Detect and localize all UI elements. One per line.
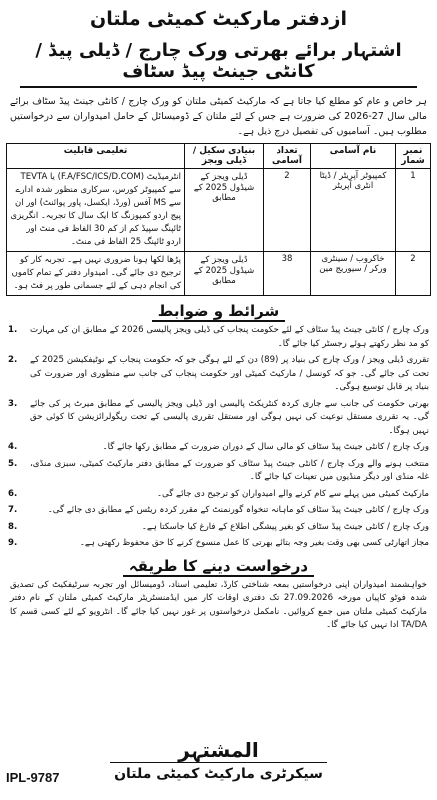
rule-text: مجاز اتھارٹی کسی بھی وقت بغیر وجہ بتائے بھرتی کا عمل منسوخ کرنے کا حق محفوظ رکھتی ہے۔ <box>79 538 429 548</box>
table-row <box>7 252 431 296</box>
rule-number: 1. <box>8 325 18 335</box>
rule-number: 9. <box>8 538 18 548</box>
rule-number: 3. <box>8 398 18 409</box>
rules-list <box>6 324 431 551</box>
col-header-title: نام آسامی <box>311 144 396 169</box>
rule-text: ورک چارج / کانٹی جینٹ پیڈ سٹاف کو ماہانہ تنخواہ گورنمنٹ کے مقرر کردہ ریٹس کے مطابق دی جائے گی۔ <box>47 505 429 515</box>
vacancy-table <box>6 143 431 296</box>
row-scale: ڈیلی ویجز کے شیڈول 2025 کے مطابق <box>185 169 264 252</box>
rule-text: تقرری ڈیلی ویجز / ورک چارج کی بنیاد پر (89) دن کے لئے ہوگی جو کہ حکومت پنجاب کے نوٹیفکیشن 2025 کے تحت کی جائے گی۔ جو کہ کونسل / مارکیٹ کمیٹی اور حکومت پنجاب کی جانب سے منظوری اور ضرورت کی بنیاد پر قابل توسیع ہوگی۔ <box>30 355 429 392</box>
advertiser-label: المشتہر <box>110 738 327 763</box>
row-no: 1 <box>396 169 431 252</box>
rule-number: 7. <box>8 505 18 515</box>
rule-number: 6. <box>8 488 18 499</box>
table-row <box>7 169 431 252</box>
row-scale: ڈیلی ویجز کے شیڈول 2025 کے مطابق <box>185 252 264 296</box>
rule-number: 4. <box>8 442 18 452</box>
rule-text: ورک چارج / کانٹی جینٹ پیڈ سٹاف کو مالی سال کے دوران ضرورت کے مطابق رکھا جائے گا۔ <box>102 442 429 452</box>
row-title: کمپیوٹر آپریٹر / ڈیٹا انٹری آپریٹر <box>311 169 396 252</box>
rule-text: مارکیٹ کمیٹی میں پہلے سے کام کرنے والے امیدواران کو ترجیح دی جائے گی۔ <box>157 488 429 499</box>
list-item <box>8 324 429 351</box>
rule-text: منتخب ہونے والے ورک چارج / کانٹی جینٹ پیڈ سٹاف کو ضرورت کے مطابق دفتر مارکیٹ کمیٹی، سبزی منڈی، غلہ منڈی اور دیگر منڈیوں میں تعینات کیا جائے گا۔ <box>30 458 429 482</box>
rule-text: ورک چارج / کانٹی جینٹ پیڈ سٹاف کو بغیر پیشگی اطلاع کے فارغ کیا جاسکتا ہے۔ <box>141 521 429 532</box>
rule-text: بھرتی حکومت کی جانب سے جاری کردہ کنٹریکٹ پالیسی اور ڈیلی ویجز پالیسی کے مطابق میرٹ پر کی جائے گی۔ یہ تقرری مستقل نوعیت کی نہیں ہوگی اور مستقل تقرری پالیسی کے تحت ریگولرائزیشن کا کوئی حق نہیں ہوگا۔ <box>30 398 429 436</box>
row-title: خاکروب / سینٹری ورکر / سیوریج مین <box>311 252 396 296</box>
row-count: 2 <box>264 169 311 252</box>
rule-number: 8. <box>8 521 18 532</box>
intro-paragraph: ہر خاص و عام کو مطلع کیا جاتا ہے کہ مارکیٹ کمیٹی ملتان کو ورک چارج / کانٹی جینٹ پیڈ سٹاف برائے مالی سال 27-2026 کی ضرورت ہے جس کے لئے ملتان کے ڈومیسائل کے حامل امیدواران سے درخواستیں مطلوب ہیں۔ آسامیوں کی تفصیل درج ذیل ہے۔ <box>10 96 427 137</box>
row-count: 38 <box>264 252 311 296</box>
rule-text: ورک چارج / کانٹی جینٹ پیڈ سٹاف کے لئے حکومت پنجاب کی ڈیلی ویجز پالیسی 2026 کے مطابق ان کی مہارت کو مد نظر رکھتے ہوئے رجسٹر کیا جائے گا۔ <box>30 325 429 349</box>
rule-number: 5. <box>8 458 18 469</box>
reference-code: IPL-9787 <box>6 770 60 785</box>
row-no: 2 <box>396 252 431 296</box>
list-item <box>8 521 429 535</box>
apply-heading <box>6 557 431 575</box>
rule-number: 2. <box>8 355 18 365</box>
rules-heading-text: شرائط و ضوابط <box>152 302 285 322</box>
col-header-scale: بنیادی سکیل / ڈیلی ویجز <box>185 144 264 169</box>
list-item <box>8 458 429 485</box>
rules-heading <box>6 302 431 320</box>
list-item <box>8 537 429 551</box>
office-heading: ازدفتر مارکیٹ کمیٹی ملتان <box>90 8 347 30</box>
signatory: سیکرٹری مارکیٹ کمیٹی ملتان <box>114 766 323 782</box>
col-header-count: تعداد آسامی <box>264 144 311 169</box>
advert-title: اشتہار برائے بھرتی ورک چارج / ڈیلی پیڈ / کانٹی جینٹ پیڈ سٹاف <box>20 40 417 88</box>
apply-heading-text: درخواست دینے کا طریقہ <box>123 557 314 577</box>
row-qualification: انٹرمیڈیٹ (F.A/FSC/ICS/D.COM) یا TEVTA سے کمپیوٹر کورس، سرکاری منظور شدہ ادارے سے MS آفس (ورڈ، ایکسل، پاور پوائنٹ) اور ان پیج اردو کمپوزنگ کا ایک سال کا تجربہ۔ انگریزی ٹائپنگ سپیڈ کم از کم 30 الفاظ فی منٹ اور اردو ٹائپنگ 25 الفاظ فی منٹ۔ <box>7 169 185 252</box>
list-item <box>8 441 429 455</box>
col-header-qualification: تعلیمی قابلیت <box>7 144 185 169</box>
table-header-row <box>7 144 431 169</box>
list-item <box>8 354 429 395</box>
list-item <box>8 398 429 439</box>
list-item <box>8 488 429 502</box>
list-item <box>8 504 429 518</box>
col-header-no: نمبر شمار <box>396 144 431 169</box>
row-qualification: پڑھا لکھا ہونا ضروری نہیں ہے۔ تجربہ کار کو ترجیح دی جائے گی۔ امیدوار دفتر کے تمام کاموں کی انجام دہی کے لئے جسمانی طور پر فٹ ہو۔ <box>7 252 185 296</box>
apply-paragraph: خواہشمند امیدواران اپنی درخواستیں بمعہ شناختی کارڈ، تعلیمی اسناد، ڈومیسائل اور تجربہ سرٹیفکیٹ کی تصدیق شدہ فوٹو کاپیاں مورخہ 27.09.2026 تک دفتری اوقات کار میں ایڈمنسٹریٹر مارکیٹ کمیٹی ملتان کے نام دفتر مارکیٹ کمیٹی ملتان میں جمع کروائیں۔ نامکمل درخواستوں پر غور نہیں کیا جائے گا۔ انٹرویو کے لئے کسی قسم کا TA/DA ادا نہیں کیا جائے گا۔ <box>10 579 427 630</box>
